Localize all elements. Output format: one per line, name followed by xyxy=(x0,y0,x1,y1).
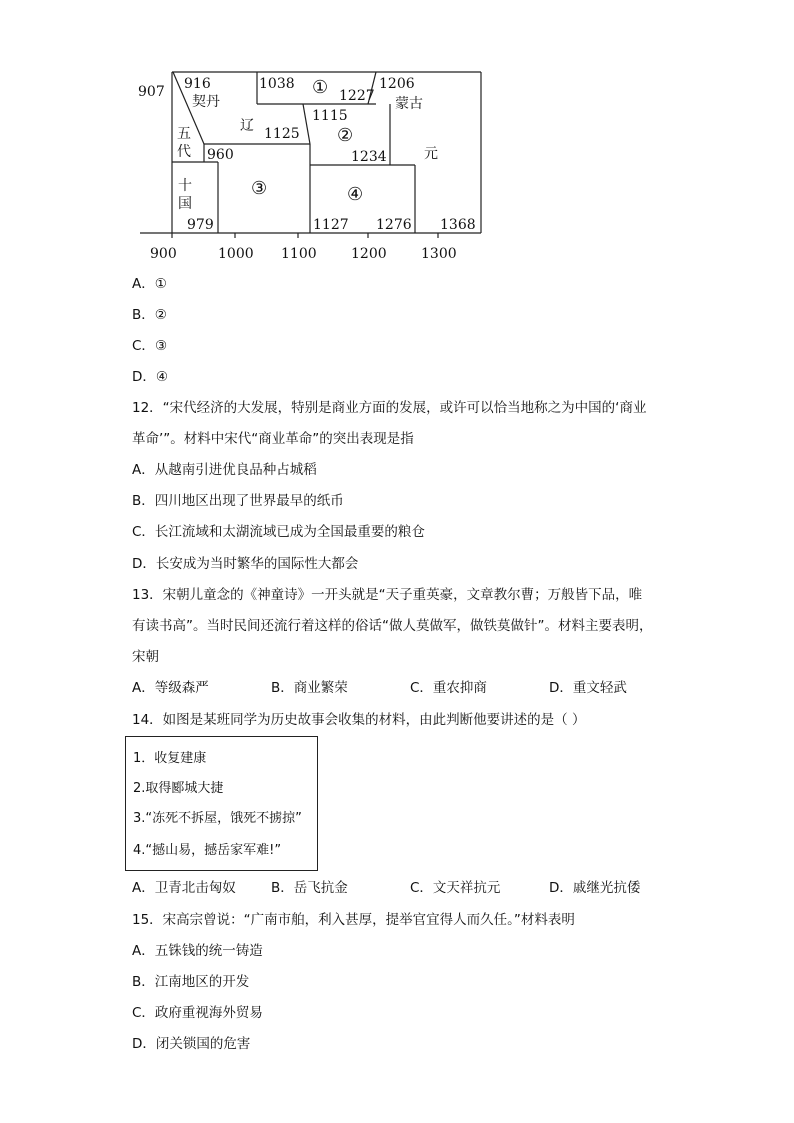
option-text: ② xyxy=(154,307,167,323)
option-text: ③ xyxy=(154,338,168,354)
shiguo-char-1: 十 xyxy=(178,178,192,194)
wudai-char-2: 代 xyxy=(177,144,191,160)
region4-end-year: 1276 xyxy=(376,217,412,233)
region3-marker: ③ xyxy=(251,178,268,199)
q14-box-line-4: 4.“撼山易，撼岳家军难!” xyxy=(133,843,282,858)
shiguo-char-2: 国 xyxy=(178,196,192,212)
region1-marker: ① xyxy=(312,77,329,98)
axis-tick-1100: 1100 xyxy=(281,246,317,262)
q13-stem-line-2: 有读书高”。当时民间还流行着这样的俗话“做人莫做军，做铁莫做针”。材料主要表明， xyxy=(132,618,653,634)
mongol-year: 1206 xyxy=(379,76,415,92)
region4-start-year: 1127 xyxy=(313,217,349,233)
liao-label: 辽 xyxy=(240,118,254,134)
yuan-label: 元 xyxy=(424,146,438,162)
q14-option-a[interactable]: A．卫青北击匈奴 xyxy=(132,880,236,896)
khitan-year: 916 xyxy=(184,76,211,92)
axis-tick-1300: 1300 xyxy=(421,246,457,262)
wudai-char-1: 五 xyxy=(177,126,191,142)
q15-option-c[interactable]: C．政府重视海外贸易 xyxy=(132,1005,263,1021)
q14-stem: 14．如图是某班同学为历史故事会收集的材料，由此判断他要讲述的是（ ） xyxy=(132,712,586,728)
q13-stem-line-1: 13．宋朝儿童念的《神童诗》一开头就是“天子重英豪，文章教尔曹；万般皆下品，唯 xyxy=(132,587,643,603)
axis-tick-1000: 1000 xyxy=(218,246,254,262)
q12-stem-line-1: 12．“宋代经济的大发展，特别是商业方面的发展，或许可以恰当地称之为中国的‘商业 xyxy=(132,400,647,416)
region3-start-year: 960 xyxy=(207,147,234,163)
q12-stem-line-2: 革命’”。材料中宋代“商业革命”的突出表现是指 xyxy=(132,431,414,447)
option-letter: B． xyxy=(132,307,155,323)
q11-option-a[interactable] xyxy=(132,274,167,294)
q12-option-b[interactable]: B．四川地区出现了世界最早的纸币 xyxy=(132,493,344,509)
q11-option-b[interactable] xyxy=(132,305,167,325)
region1-start-year: 1038 xyxy=(259,76,295,92)
q13-option-a[interactable]: A．等级森严 xyxy=(132,680,209,696)
option-letter: A． xyxy=(132,276,155,292)
q14-option-c[interactable]: C．文天祥抗元 xyxy=(410,880,501,896)
shiguo-end-year: 979 xyxy=(187,217,214,233)
q15-stem: 15．宋高宗曾说：“广南市舶，利入甚厚，提举官宜得人而久任。”材料表明 xyxy=(132,912,575,928)
q13-option-b[interactable]: B．商业繁荣 xyxy=(271,680,348,696)
q14-box-line-1: 1．收复建康 xyxy=(133,751,207,766)
liao-end-year: 1125 xyxy=(264,126,300,142)
q14-option-d[interactable]: D．戚继光抗倭 xyxy=(549,880,641,896)
q13-stem-line-3: 宋朝 xyxy=(132,649,159,665)
q14-option-b[interactable]: B．岳飞抗金 xyxy=(271,880,348,896)
region1-end-year: 1227 xyxy=(339,88,375,104)
q13-option-d[interactable]: D．重文轻武 xyxy=(549,680,627,696)
q15-option-b[interactable]: B．江南地区的开发 xyxy=(132,974,250,990)
region2-marker: ② xyxy=(337,125,354,146)
q12-option-a[interactable]: A．从越南引进优良品种占城稻 xyxy=(132,462,317,478)
khitan-label: 契丹 xyxy=(192,94,220,110)
q13-option-c[interactable]: C．重农抑商 xyxy=(410,680,487,696)
option-text: ① xyxy=(154,276,167,292)
region4-marker: ④ xyxy=(347,184,364,205)
option-letter: D． xyxy=(132,369,156,385)
region2-start-year: 1115 xyxy=(312,108,348,124)
option-text: ④ xyxy=(155,369,169,385)
q11-option-d[interactable] xyxy=(132,367,168,387)
q15-option-d[interactable]: D．闭关锁国的危害 xyxy=(132,1036,251,1052)
q12-option-d[interactable]: D．长安成为当时繁华的国际性大都会 xyxy=(132,556,359,572)
q14-box-line-3: 3.“冻死不拆屋，饿死不掳掠” xyxy=(133,811,302,826)
dynasty-timeline-diagram xyxy=(132,66,492,266)
axis-tick-1200: 1200 xyxy=(351,246,387,262)
q11-option-c[interactable] xyxy=(132,336,167,356)
q14-box-line-2: 2.取得郾城大捷 xyxy=(133,781,224,796)
q14-material-box xyxy=(125,736,318,871)
q12-option-c[interactable]: C．长江流域和太湖流域已成为全国最重要的粮仓 xyxy=(132,524,425,540)
timeline-svg xyxy=(132,66,492,266)
yuan-end-year: 1368 xyxy=(440,217,476,233)
region2-end-year: 1234 xyxy=(351,149,387,165)
axis-tick-900: 900 xyxy=(150,246,177,262)
year-907: 907 xyxy=(138,84,165,100)
option-letter: C． xyxy=(132,338,155,354)
q15-option-a[interactable]: A．五铢钱的统一铸造 xyxy=(132,943,263,959)
mongol-label: 蒙古 xyxy=(395,96,423,112)
